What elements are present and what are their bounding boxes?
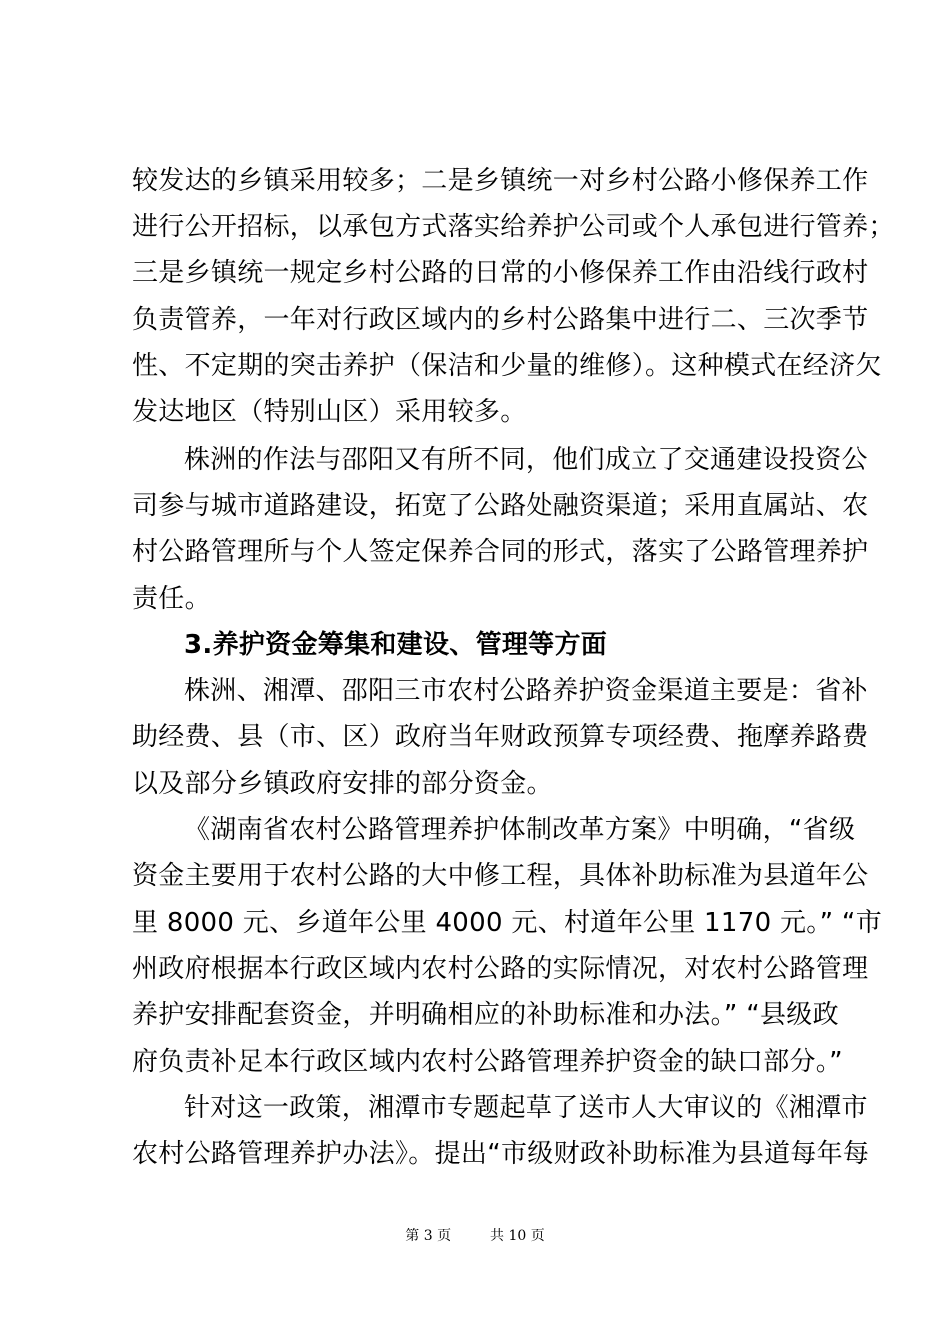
paragraph-line: 府负责补足本行政区域内农村公路管理养护资金的缺口部分。” [132,1047,843,1077]
page-total: 共 10 页 [490,1228,545,1244]
paragraph-line: 农村公路管理养护办法》。提出“市级财政补助标准为县道每年每 [132,1139,870,1169]
paragraph-line: 司参与城市道路建设，拓宽了公路处融资渠道；采用直属站、农 [132,491,869,521]
paragraph-line: 发达地区（特别山区）采用较多。 [132,397,527,427]
paragraph-line: 株洲的作法与邵阳又有所不同，他们成立了交通建设投资公 [184,445,868,475]
paragraph-line: 里 8000 元、乡道年公里 4000 元、村道年公里 1170 元。” “市 [132,908,882,938]
paragraph-line: 州政府根据本行政区域内农村公路的实际情况，对农村公路管理 [132,954,869,984]
paragraph-line: 村公路管理所与个人签定保养合同的形式，落实了公路管理养护 [132,537,869,567]
paragraph-line: 针对这一政策，湘潭市专题起草了送市人大审议的《湘潭市 [184,1093,868,1123]
paragraph-line: 负责管养，一年对行政区域内的乡村公路集中进行二、三次季节 [132,305,869,335]
paragraph-line: 《湖南省农村公路管理养护体制改革方案》中明确，“省级 [184,815,856,845]
paragraph-line: 三是乡镇统一规定乡村公路的日常的小修保养工作由沿线行政村 [132,258,869,288]
paragraph-line: 较发达的乡镇采用较多；二是乡镇统一对乡村公路小修保养工作 [132,166,869,196]
page-number: 第 3 页 [405,1228,452,1244]
page-footer [0,1226,950,1246]
paragraph-line: 资金主要用于农村公路的大中修工程，具体补助标准为县道年公 [132,861,869,891]
paragraph-line: 以及部分乡镇政府安排的部分资金。 [132,769,553,799]
paragraph-line: 养护安排配套资金，并明确相应的补助标准和办法。” “县级政 [132,1000,839,1030]
paragraph-line: 助经费、县（市、区）政府当年财政预算专项经费、拖摩养路费 [132,722,869,752]
section-heading: 3.养护资金筹集和建设、管理等方面 [184,630,608,660]
paragraph-line: 进行公开招标，以承包方式落实给养护公司或个人承包进行管养； [132,212,895,242]
paragraph-line: 株洲、湘潭、邵阳三市农村公路养护资金渠道主要是：省补 [184,676,868,706]
paragraph-line: 性、不定期的突击养护（保洁和少量的维修）。这种模式在经济欠 [132,351,882,381]
paragraph-line: 责任。 [132,584,211,614]
